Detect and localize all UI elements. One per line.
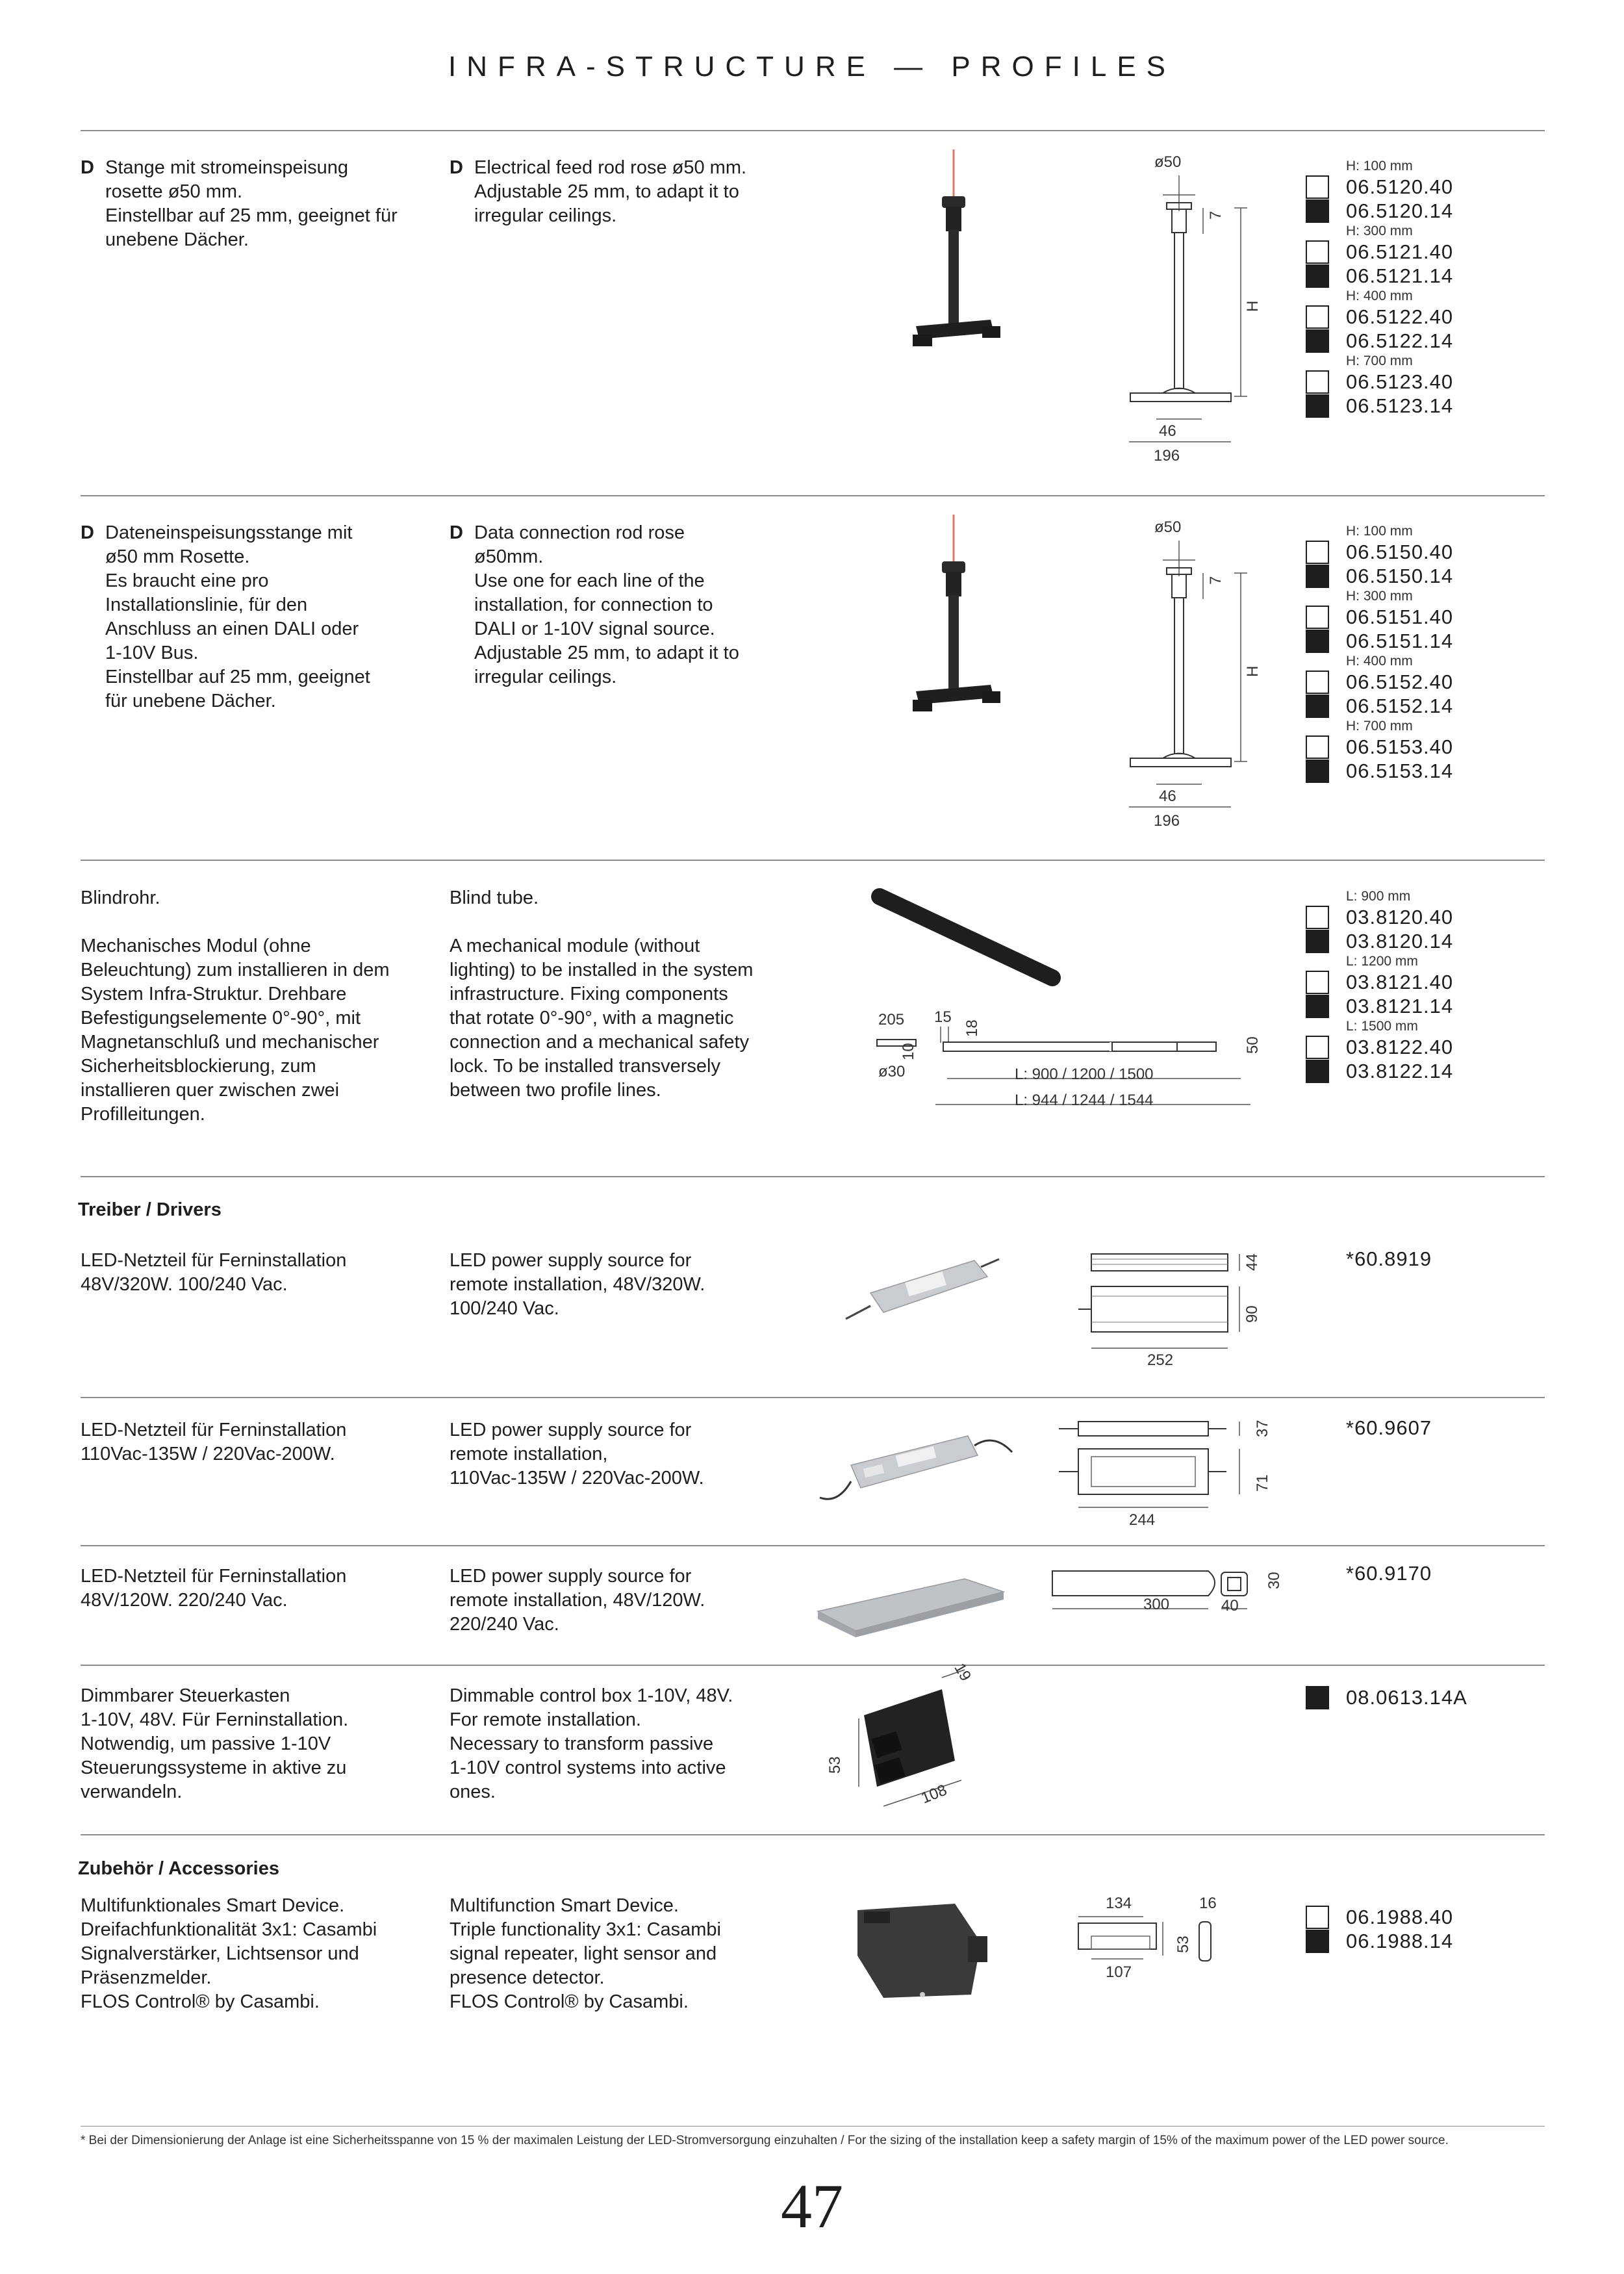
smart-device-drawing xyxy=(1072,1910,1241,1995)
dim-244: 244 xyxy=(1129,1511,1156,1529)
article-code: 03.8122.40 xyxy=(1346,1035,1454,1058)
black-swatch xyxy=(1306,930,1329,953)
article-code: 06.5153.14 xyxy=(1346,759,1454,782)
smart-device-photo xyxy=(844,1897,1000,2008)
height-label: H: 700 mm xyxy=(1346,719,1413,734)
article-code: 06.5150.14 xyxy=(1346,564,1454,587)
code-row-black[interactable] xyxy=(1306,1929,1520,1953)
dim-44: 44 xyxy=(1243,1253,1261,1271)
power-supply-photo xyxy=(844,1247,1000,1338)
data-rod-photo xyxy=(896,515,1013,735)
black-swatch xyxy=(1306,1060,1329,1083)
dim-40: 40 xyxy=(1221,1597,1239,1615)
control-box-photo xyxy=(844,1670,974,1826)
dim-total-length: L: 944 / 1244 / 1544 xyxy=(1015,1092,1154,1109)
code-row-black[interactable] xyxy=(1306,694,1520,718)
dim-108: 108 xyxy=(919,1781,950,1808)
dim-71: 71 xyxy=(1254,1474,1271,1492)
white-swatch xyxy=(1306,1036,1329,1059)
dim-107: 107 xyxy=(1106,1963,1132,1981)
black-swatch xyxy=(1306,995,1329,1018)
black-swatch xyxy=(1306,199,1329,223)
article-code: 06.5151.14 xyxy=(1346,629,1454,652)
black-swatch xyxy=(1306,264,1329,288)
article-code: 06.5151.40 xyxy=(1346,605,1454,628)
dim-15: 15 xyxy=(934,1008,952,1026)
white-swatch xyxy=(1306,240,1329,264)
d-label: D xyxy=(450,522,463,543)
height-label: H: 300 mm xyxy=(1346,589,1413,604)
article-code: 06.5122.14 xyxy=(1346,329,1454,352)
white-swatch xyxy=(1306,541,1329,564)
height-label: H: 700 mm xyxy=(1346,353,1413,368)
code-row-white[interactable] xyxy=(1306,1035,1520,1059)
divider xyxy=(81,860,1545,861)
black-swatch xyxy=(1306,1930,1329,1953)
d-label: D xyxy=(81,157,94,178)
dim-10: 10 xyxy=(900,1043,917,1060)
article-code: 06.5153.40 xyxy=(1346,735,1454,758)
white-swatch xyxy=(1306,1906,1329,1929)
length-label: L: 1200 mm xyxy=(1346,954,1418,969)
dim-196: 196 xyxy=(1154,812,1180,830)
variant-list xyxy=(1306,523,1520,783)
description-en: Dimmable control box 1-10V, 48V. For remote installation. Necessary to transform passive 1-10V control systems into active ones. xyxy=(450,1685,733,1802)
dim-300: 300 xyxy=(1143,1596,1170,1613)
height-label: H: 100 mm xyxy=(1346,159,1413,173)
code-row-white[interactable] xyxy=(1306,1905,1520,1929)
code-row-black[interactable] xyxy=(1306,929,1520,953)
dim-53: 53 xyxy=(1174,1935,1192,1953)
article-code: *60.9170 xyxy=(1346,1562,1432,1585)
code-row-black[interactable] xyxy=(1306,759,1520,783)
white-swatch xyxy=(1306,971,1329,994)
article-code: 03.8121.40 xyxy=(1346,970,1454,993)
code-row-white[interactable] xyxy=(1306,370,1520,394)
footnote: * Bei der Dimensionierung der Anlage ist eine Sicherheitsspanne von 15 % der maximalen Leistung der LED-Stromversorgung einzuhalten / For the sizing of the installation keep a safety margin of 15% of the maximum power of the LED power source. xyxy=(81,2134,1449,2147)
page-title: INFRA-STRUCTURE — PROFILES xyxy=(448,51,1176,83)
dim-h: H xyxy=(1244,665,1262,677)
article-code: 06.5123.40 xyxy=(1346,370,1454,393)
divider xyxy=(81,1176,1545,1177)
article-code: 06.1988.14 xyxy=(1346,1929,1454,1952)
divider xyxy=(81,1397,1545,1398)
black-swatch xyxy=(1306,1686,1329,1709)
article-code: 06.5150.40 xyxy=(1346,540,1454,563)
code-row-black[interactable] xyxy=(1306,629,1520,653)
black-swatch xyxy=(1306,760,1329,783)
article-code: 06.5152.14 xyxy=(1346,694,1454,717)
code-row-black[interactable] xyxy=(1306,394,1520,418)
description-de: Multifunktionales Smart Device. Dreifachfunktionalität 3x1: Casambi Signalverstärker, Lichtsensor und Präsenzmelder. FLOS Control® by Casambi. xyxy=(81,1895,377,2012)
code-row-black[interactable] xyxy=(1306,564,1520,588)
black-swatch xyxy=(1306,565,1329,588)
description-en: Data connection rod rose ø50mm. Use one for each line of the installation, for connection to DALI or 1-10V signal source. Adjustable 25 mm, to adapt it to irregular ceilings. xyxy=(474,522,739,687)
dim-length: L: 900 / 1200 / 1500 xyxy=(1015,1066,1154,1083)
code-row-black[interactable] xyxy=(1306,264,1520,288)
article-code: 03.8121.14 xyxy=(1346,994,1454,1017)
description-en: LED power supply source for remote installation, 48V/320W. 100/240 Vac. xyxy=(450,1250,705,1319)
white-swatch xyxy=(1306,305,1329,329)
dim-diameter: ø50 xyxy=(1154,153,1182,171)
section-heading-drivers: Treiber / Drivers xyxy=(78,1199,222,1220)
description-en: Blind tube. A mechanical module (without lighting) to be installed in the system infrastructure. Fixing components that rotate 0°-90°, with a magnetic connection and a mechanical safety lock. To be installed transversely between two profile lines. xyxy=(450,888,754,1101)
dim-50: 50 xyxy=(1244,1036,1262,1054)
divider xyxy=(81,495,1545,496)
dim-diameter: ø50 xyxy=(1154,518,1182,536)
code-row-black[interactable] xyxy=(1306,199,1520,223)
feed-rod-photo xyxy=(896,149,1013,370)
article-code: *60.8919 xyxy=(1346,1247,1432,1270)
dim-205: 205 xyxy=(878,1011,905,1028)
description-de: Stange mit stromeinspeisung rosette ø50 mm. Einstellbar auf 25 mm, geeignet für unebene Dächer. xyxy=(105,157,398,250)
code-row-black[interactable] xyxy=(1306,1685,1467,1709)
article-code: *60.9607 xyxy=(1346,1416,1432,1439)
dim-7: 7 xyxy=(1207,576,1224,585)
article-code: 03.8120.14 xyxy=(1346,929,1454,952)
black-swatch xyxy=(1306,630,1329,653)
height-label: H: 400 mm xyxy=(1346,288,1413,303)
dim-90: 90 xyxy=(1243,1305,1261,1323)
height-label: H: 100 mm xyxy=(1346,524,1413,539)
description-en: LED power supply source for remote installation, 110Vac-135W / 220Vac-200W. xyxy=(450,1420,704,1488)
article-code: 06.5120.14 xyxy=(1346,199,1454,222)
length-label: L: 1500 mm xyxy=(1346,1019,1418,1034)
dim-16: 16 xyxy=(1199,1895,1217,1912)
description-de: Blindrohr. Mechanisches Modul (ohne Beleuchtung) zum installieren in dem System Infra-Struktur. Drehbare Befestigungselemente 0°-90°, mit Magnetanschluß und mechanischer Sicherheitsblockierung, zum installieren quer zwischen zwei Profilleitungen. xyxy=(81,888,390,1125)
white-swatch xyxy=(1306,735,1329,759)
description-de: LED-Netzteil für Ferninstallation 48V/120W. 220/240 Vac. xyxy=(81,1566,347,1611)
height-label: H: 300 mm xyxy=(1346,224,1413,238)
height-label: H: 400 mm xyxy=(1346,654,1413,669)
dim-diameter: ø30 xyxy=(878,1063,906,1080)
white-swatch xyxy=(1306,906,1329,929)
dim-46: 46 xyxy=(1159,787,1176,805)
article-code: 03.8120.40 xyxy=(1346,905,1454,928)
code-row-black[interactable] xyxy=(1306,994,1520,1018)
code-row-white[interactable] xyxy=(1306,175,1520,199)
dim-134: 134 xyxy=(1106,1895,1132,1912)
code-row-black[interactable] xyxy=(1306,329,1520,353)
code-row-white[interactable] xyxy=(1306,540,1520,564)
code-row-black[interactable] xyxy=(1306,1059,1520,1083)
dim-7: 7 xyxy=(1207,211,1224,220)
d-label: D xyxy=(450,157,463,178)
code-row-white[interactable] xyxy=(1306,905,1520,929)
power-supply-photo xyxy=(815,1572,1010,1644)
divider xyxy=(81,1834,1545,1835)
dim-53: 53 xyxy=(826,1756,844,1774)
variant-list xyxy=(1306,158,1520,418)
white-swatch xyxy=(1306,671,1329,694)
description-de: LED-Netzteil für Ferninstallation 110Vac-135W / 220Vac-200W. xyxy=(81,1420,347,1464)
white-swatch xyxy=(1306,606,1329,629)
article-code: 06.5123.14 xyxy=(1346,394,1454,417)
article-code: 08.0613.14A xyxy=(1346,1685,1467,1709)
white-swatch xyxy=(1306,175,1329,199)
power-supply-drawing xyxy=(1052,1416,1260,1533)
section-heading-accessories: Zubehör / Accessories xyxy=(78,1858,279,1879)
black-swatch xyxy=(1306,329,1329,353)
article-code: 06.1988.40 xyxy=(1346,1905,1454,1928)
variant-list xyxy=(1306,888,1520,1083)
article-code: 06.5122.40 xyxy=(1346,305,1454,328)
divider xyxy=(81,1545,1545,1546)
divider xyxy=(81,1665,1545,1666)
dim-18: 18 xyxy=(963,1019,981,1037)
code-row-white[interactable] xyxy=(1306,970,1520,994)
dim-46: 46 xyxy=(1159,422,1176,440)
description-de: Dateneinspeisungsstange mit ø50 mm Rosette. Es braucht eine pro Installationslinie, für den Anschluss an einen DALI oder 1-10V Bus. Einstellbar auf 25 mm, geeignet für unebene Dächer. xyxy=(105,522,370,711)
article-code: 06.5121.40 xyxy=(1346,240,1454,263)
article-code: 06.5120.40 xyxy=(1346,175,1454,198)
page-number: 47 xyxy=(781,2171,843,2241)
black-swatch xyxy=(1306,695,1329,718)
dim-37: 37 xyxy=(1254,1420,1271,1437)
description-de: LED-Netzteil für Ferninstallation 48V/320W. 100/240 Vac. xyxy=(81,1250,347,1295)
article-code: 03.8122.14 xyxy=(1346,1059,1454,1082)
length-label: L: 900 mm xyxy=(1346,889,1411,904)
article-code: 06.5152.40 xyxy=(1346,670,1454,693)
article-code: 06.5121.14 xyxy=(1346,264,1454,287)
code-row-white[interactable] xyxy=(1306,670,1520,694)
dim-196: 196 xyxy=(1154,447,1180,465)
white-swatch xyxy=(1306,370,1329,394)
code-row-white[interactable] xyxy=(1306,305,1520,329)
description-en: Multifunction Smart Device. Triple functionality 3x1: Casambi signal repeater, light sensor and presence detector. FLOS Control® by Casambi. xyxy=(450,1895,721,2012)
black-swatch xyxy=(1306,394,1329,418)
blind-tube-photo xyxy=(870,884,1065,988)
code-row-white[interactable] xyxy=(1306,240,1520,264)
divider xyxy=(81,130,1545,131)
blind-tube-drawing xyxy=(870,1014,1273,1105)
code-row-white[interactable] xyxy=(1306,605,1520,629)
d-label: D xyxy=(81,522,94,543)
divider xyxy=(81,2126,1545,2127)
dim-19: 19 xyxy=(950,1660,975,1685)
description-en: LED power supply source for remote installation, 48V/120W. 220/240 Vac. xyxy=(450,1566,705,1635)
description-de: Dimmbarer Steuerkasten 1-10V, 48V. Für Ferninstallation. Notwendig, um passive 1-10V Steuerungssysteme in aktive zu verwandeln. xyxy=(81,1685,349,1802)
dim-30: 30 xyxy=(1265,1572,1283,1589)
power-supply-photo xyxy=(818,1426,1013,1511)
variant-list xyxy=(1306,1905,1520,1953)
dim-h: H xyxy=(1244,300,1262,312)
code-row-white[interactable] xyxy=(1306,735,1520,759)
description-en: Electrical feed rod rose ø50 mm. Adjustable 25 mm, to adapt it to irregular ceilings. xyxy=(474,157,747,226)
dim-252: 252 xyxy=(1147,1351,1174,1369)
